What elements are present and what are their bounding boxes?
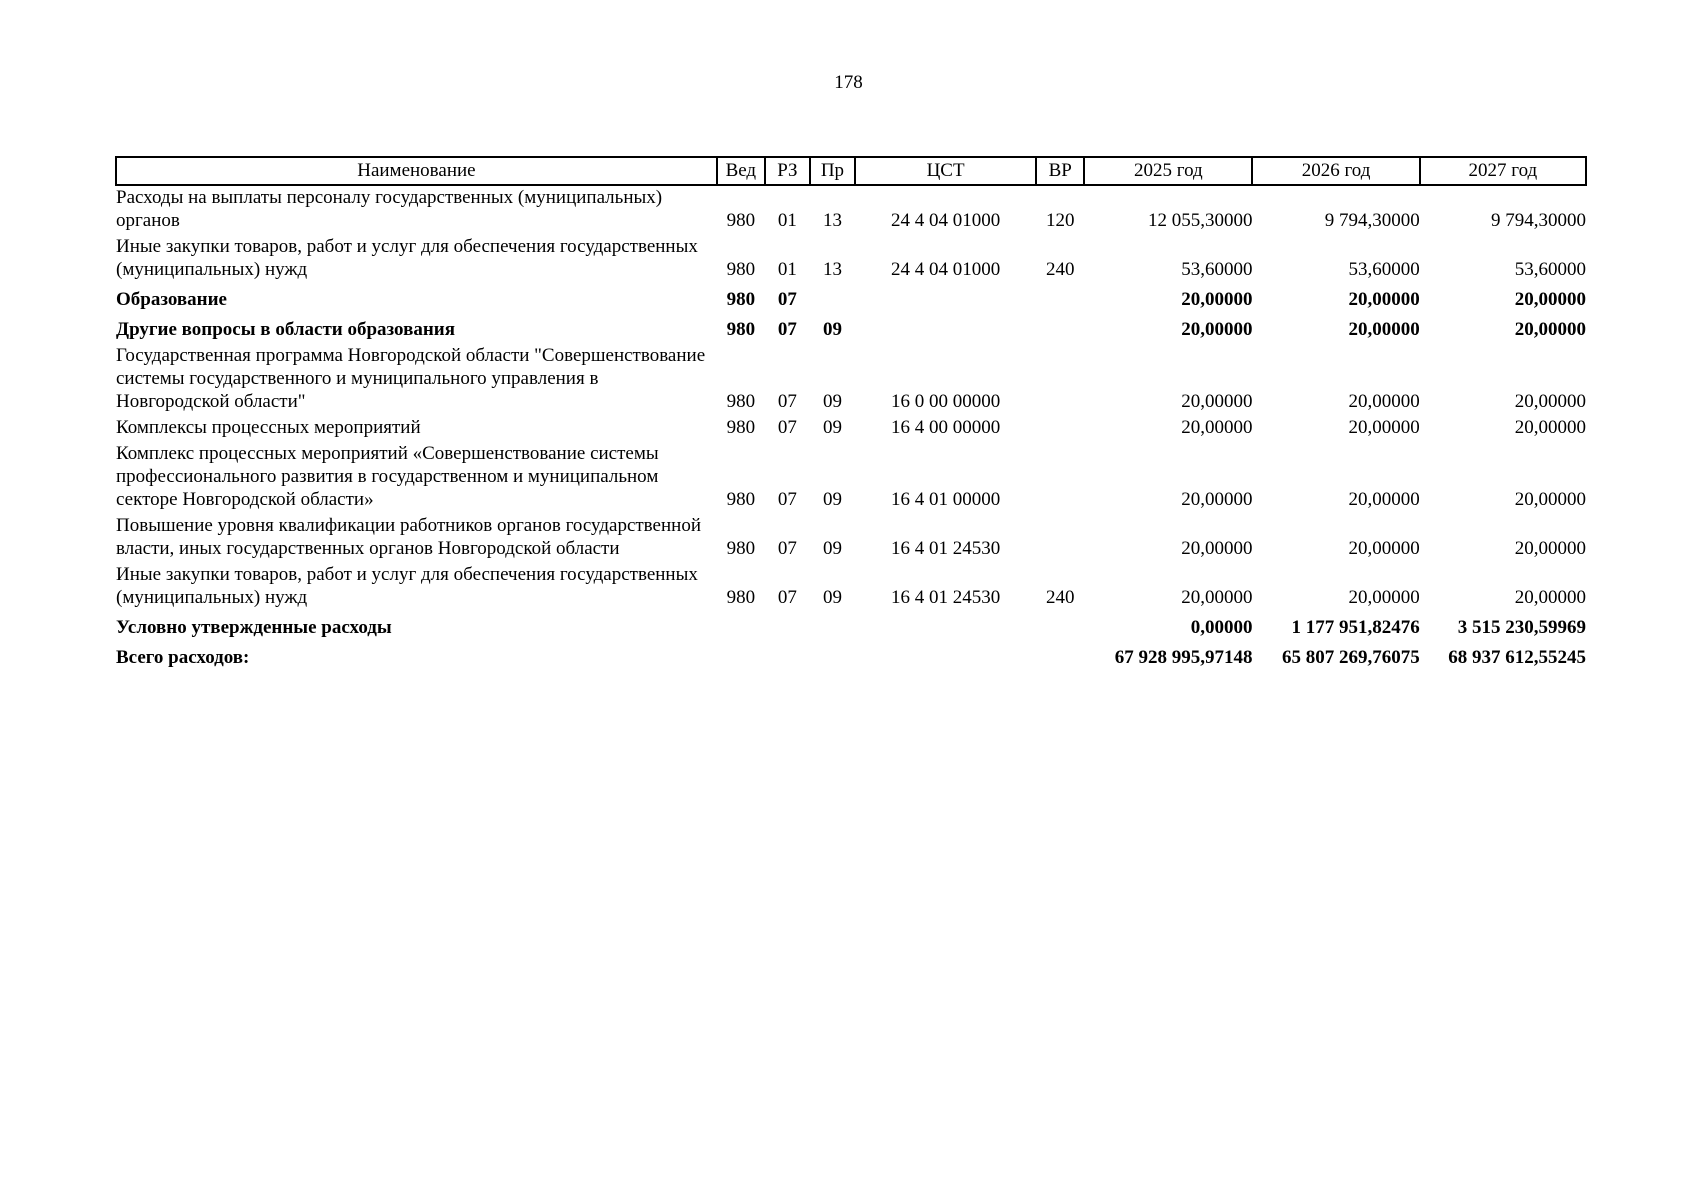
table-header-row	[116, 157, 1586, 185]
row-ved: 980	[726, 489, 756, 510]
row-ved	[717, 612, 765, 642]
row-2025: 20,00000	[1181, 417, 1253, 438]
row-2027: 20,00000	[1514, 587, 1586, 608]
row-2026: 65 807 269,76075	[1281, 647, 1420, 668]
budget-table	[115, 156, 1587, 672]
header-rz: РЗ	[765, 157, 810, 185]
table-row-conditional-total	[116, 612, 1586, 642]
row-name: Иные закупки товаров, работ и услуг для обеспечения государственных (муниципальных) нужд	[116, 564, 698, 608]
row-rz: 07	[777, 289, 797, 310]
row-rz: 07	[777, 319, 797, 340]
row-2027: 68 937 612,55245	[1448, 647, 1586, 668]
table-row	[116, 416, 1586, 442]
row-2025: 53,60000	[1181, 259, 1253, 280]
row-2026: 20,00000	[1348, 538, 1420, 559]
row-cst: 16 4 01 24530	[890, 538, 1001, 559]
row-2026: 20,00000	[1348, 489, 1420, 510]
row-rz: 07	[777, 489, 797, 510]
table-row-section	[116, 284, 1586, 314]
row-2025: 0,00000	[1190, 617, 1253, 638]
row-ved: 980	[726, 210, 756, 231]
row-name: Повышение уровня квалификации работников органов государственной власти, иных государственных органов Новгородской области	[116, 515, 701, 559]
row-ved: 980	[726, 391, 756, 412]
row-pr: 09	[822, 391, 842, 412]
row-2027: 20,00000	[1514, 538, 1586, 559]
row-cst	[855, 642, 1036, 672]
row-pr: 09	[822, 319, 842, 340]
row-pr: 09	[822, 538, 842, 559]
row-name: Иные закупки товаров, работ и услуг для обеспечения государственных (муниципальных) нужд	[116, 236, 698, 280]
row-name: Комплекс процессных мероприятий «Совершенствование системы профессионального развития в государственном и муниципальном секторе Новгородской области»	[116, 443, 659, 510]
header-ved: Вед	[717, 157, 765, 185]
header-name: Наименование	[116, 157, 717, 185]
row-ved: 980	[726, 587, 756, 608]
row-rz	[765, 642, 810, 672]
row-vr: 240	[1045, 259, 1075, 280]
row-rz: 01	[777, 210, 797, 231]
page-number: 178	[834, 72, 863, 93]
table-row	[116, 185, 1586, 235]
row-cst: 16 4 01 24530	[890, 587, 1001, 608]
row-2026: 20,00000	[1348, 391, 1420, 412]
row-2025: 12 055,30000	[1147, 210, 1253, 231]
header-2026: 2026 год	[1252, 157, 1419, 185]
row-2026: 9 794,30000	[1324, 210, 1420, 231]
row-rz: 07	[777, 391, 797, 412]
row-ved: 980	[726, 538, 756, 559]
row-ved: 980	[726, 417, 756, 438]
row-pr	[810, 612, 855, 642]
row-cst: 16 0 00 00000	[890, 391, 1001, 412]
row-2025: 20,00000	[1181, 587, 1253, 608]
row-2025: 67 928 995,97148	[1114, 647, 1253, 668]
row-name: Государственная программа Новгородской области "Совершенствование системы государственного и муниципального управления в Новгородской области"	[116, 345, 706, 412]
row-name: Комплексы процессных мероприятий	[116, 417, 421, 438]
row-vr: 120	[1045, 210, 1075, 231]
row-2027: 53,60000	[1514, 259, 1586, 280]
header-2027: 2027 год	[1420, 157, 1586, 185]
row-ved: 980	[726, 259, 756, 280]
row-2025: 20,00000	[1181, 489, 1253, 510]
row-pr: 09	[822, 489, 842, 510]
header-2025: 2025 год	[1084, 157, 1252, 185]
row-2026: 53,60000	[1348, 259, 1420, 280]
row-rz: 07	[777, 417, 797, 438]
row-rz: 01	[777, 259, 797, 280]
row-vr	[1036, 442, 1084, 514]
table-row	[116, 563, 1586, 612]
table-row-subsection	[116, 314, 1586, 344]
row-2025: 20,00000	[1181, 538, 1253, 559]
row-vr	[1036, 642, 1084, 672]
row-cst: 24 4 04 01000	[890, 259, 1001, 280]
row-2027: 20,00000	[1514, 391, 1586, 412]
row-2027: 20,00000	[1514, 289, 1586, 310]
row-rz: 07	[777, 538, 797, 559]
row-name: Другие вопросы в области образования	[116, 319, 456, 340]
row-pr: 13	[822, 259, 842, 280]
row-2026: 20,00000	[1348, 587, 1420, 608]
row-2027: 20,00000	[1514, 319, 1586, 340]
row-2025: 20,00000	[1181, 319, 1253, 340]
row-pr: 09	[822, 417, 842, 438]
row-vr	[1036, 612, 1084, 642]
row-cst: 16 4 01 00000	[890, 489, 1001, 510]
row-2026: 20,00000	[1348, 319, 1420, 340]
row-2026: 20,00000	[1348, 289, 1420, 310]
row-2026: 1 177 951,82476	[1291, 617, 1420, 638]
row-2027: 9 794,30000	[1491, 210, 1586, 231]
row-vr	[1036, 344, 1084, 416]
row-cst	[855, 314, 1036, 344]
row-name: Условно утвержденные расходы	[116, 617, 392, 638]
row-cst: 16 4 00 00000	[890, 417, 1001, 438]
row-2027: 20,00000	[1514, 417, 1586, 438]
row-vr	[1036, 284, 1084, 314]
row-name: Расходы на выплаты персоналу государственных (муниципальных) органов	[116, 187, 663, 231]
row-ved	[717, 642, 765, 672]
row-name: Всего расходов:	[116, 647, 250, 668]
table-row	[116, 514, 1586, 563]
row-rz	[765, 612, 810, 642]
row-vr	[1036, 314, 1084, 344]
row-rz: 07	[777, 587, 797, 608]
table-row-grand-total	[116, 642, 1586, 672]
row-vr: 240	[1045, 587, 1075, 608]
row-2025: 20,00000	[1181, 391, 1253, 412]
row-name: Образование	[116, 289, 227, 310]
header-cst: ЦСТ	[855, 157, 1036, 185]
row-2026: 20,00000	[1348, 417, 1420, 438]
header-pr: Пр	[810, 157, 855, 185]
row-pr: 13	[822, 210, 842, 231]
row-cst	[855, 284, 1036, 314]
row-vr	[1036, 514, 1084, 563]
row-cst	[855, 612, 1036, 642]
row-pr: 09	[822, 587, 842, 608]
row-vr	[1036, 416, 1084, 442]
row-2027: 3 515 230,59969	[1457, 617, 1586, 638]
row-ved: 980	[726, 289, 756, 310]
row-pr	[810, 642, 855, 672]
row-pr	[810, 284, 855, 314]
table-row	[116, 235, 1586, 284]
table-row	[116, 344, 1586, 416]
row-2025: 20,00000	[1181, 289, 1253, 310]
row-ved: 980	[726, 319, 756, 340]
row-2027: 20,00000	[1514, 489, 1586, 510]
header-vr: ВР	[1036, 157, 1084, 185]
table-row	[116, 442, 1586, 514]
row-cst: 24 4 04 01000	[890, 210, 1001, 231]
